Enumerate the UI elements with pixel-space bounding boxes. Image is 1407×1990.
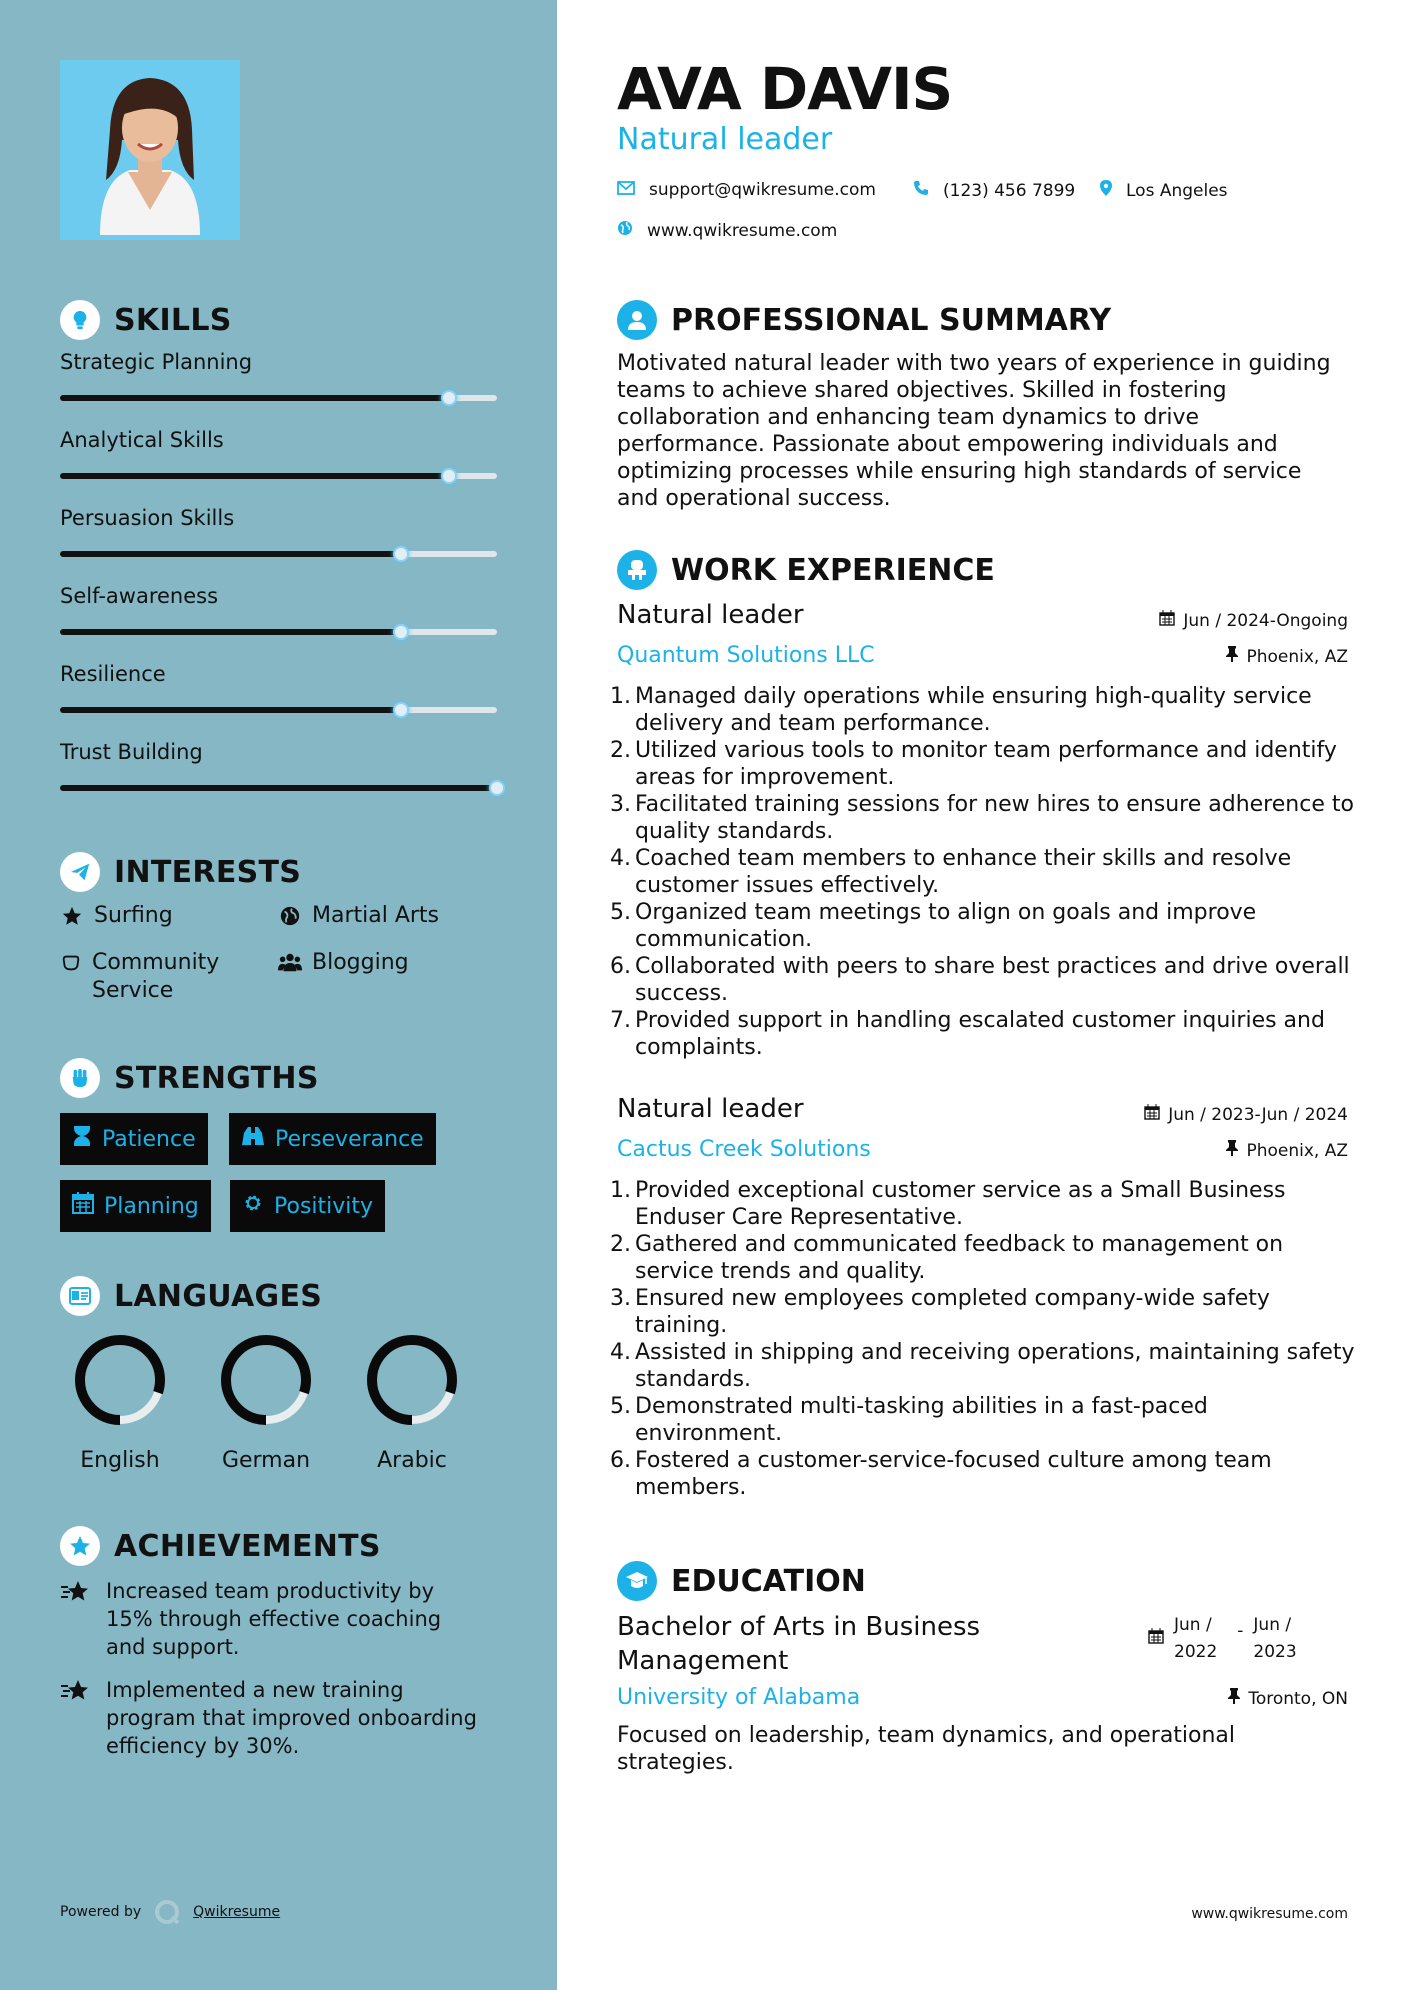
skill-name: Trust Building — [60, 740, 203, 764]
job-location — [1226, 646, 1348, 667]
interests-heading — [60, 852, 301, 892]
interest-label: Blogging — [312, 950, 409, 975]
calendar-icon — [1144, 1104, 1160, 1125]
education-title: EDUCATION — [671, 1563, 866, 1599]
skill-bar-knob — [393, 624, 409, 640]
users-icon — [278, 949, 302, 977]
education-description: Focused on leadership, team dynamics, and operational strategies. — [617, 1723, 1236, 1775]
achievement-text: Implemented a new training program that improved onboarding efficiency by 30%. — [106, 1678, 477, 1758]
languages-heading — [60, 1276, 322, 1316]
phone-icon — [913, 180, 929, 201]
end-year: 2023 — [1253, 1642, 1297, 1662]
list-item: Ensured new employees completed company-wide safety training. — [635, 1286, 1270, 1338]
skill-bar-track — [60, 395, 497, 401]
job-dates — [1144, 1104, 1348, 1125]
language-ring — [362, 1330, 462, 1430]
job-dates — [1159, 610, 1348, 631]
achievement-item — [60, 1676, 480, 1760]
pushpin-icon — [1228, 1688, 1240, 1709]
date-separator: - — [1237, 1621, 1244, 1641]
location-text: Phoenix, AZ — [1246, 1140, 1348, 1161]
language-item — [352, 1330, 472, 1473]
list-item: Provided exceptional customer service as a Small Business Enduser Care Representative. — [635, 1178, 1286, 1230]
qwikresume-link[interactable]: Qwikresume — [193, 1904, 281, 1920]
fist-icon — [60, 1058, 100, 1098]
interest-item — [278, 949, 409, 977]
email-text: support@qwikresume.com — [649, 180, 876, 200]
dates-text: Jun / 2023-Jun / 2024 — [1168, 1104, 1348, 1125]
list-item: Organized team meetings to align on goals and improve communication. — [635, 900, 1257, 952]
skill-bar-knob — [393, 702, 409, 718]
degree-title: Bachelor of Arts in Business Management — [617, 1612, 981, 1676]
powered-by — [60, 1898, 280, 1926]
contact-email[interactable] — [617, 180, 876, 200]
language-ring — [70, 1330, 170, 1430]
job-title: Natural leader — [617, 1094, 804, 1124]
skill-bar-fill — [60, 395, 449, 401]
strength-label: Perseverance — [275, 1126, 424, 1152]
start-month: Jun / — [1174, 1615, 1212, 1635]
star-badge-icon — [60, 1526, 100, 1566]
skill-item — [60, 350, 500, 374]
graduation-cap-icon — [617, 1561, 657, 1601]
pushpin-icon — [1226, 646, 1238, 667]
contact-website[interactable] — [617, 220, 837, 241]
trophy-star-icon — [60, 1676, 96, 1760]
list-item: Gathered and communicated feedback to management on service trends and quality. — [635, 1232, 1284, 1284]
skill-name: Strategic Planning — [60, 350, 253, 374]
strengths-heading — [60, 1058, 319, 1098]
website-text: www.qwikresume.com — [647, 220, 838, 241]
list-item: Assisted in shipping and receiving operations, maintaining safety standards. — [635, 1340, 1355, 1392]
map-pin-icon — [1100, 180, 1112, 201]
contact-phone[interactable] — [913, 180, 1075, 201]
skill-name: Resilience — [60, 662, 166, 686]
list-item: Coached team members to enhance their skills and resolve customer issues effectively. — [635, 846, 1292, 898]
education-dates — [1148, 1612, 1297, 1666]
location-text: Los Angeles — [1126, 180, 1228, 201]
job-company: Cactus Creek Solutions — [617, 1137, 871, 1162]
gear-icon — [242, 1192, 264, 1220]
user-icon — [617, 300, 657, 340]
language-name: English — [80, 1448, 160, 1473]
skill-bar-track — [60, 551, 497, 557]
education-start — [1174, 1612, 1217, 1666]
pushpin-icon — [1226, 1140, 1238, 1161]
school-name: University of Alabama — [617, 1685, 861, 1710]
strengths-title: STRENGTHS — [114, 1060, 319, 1096]
id-card-icon — [60, 1276, 100, 1316]
summary-text: Motivated natural leader with two years of experience in guiding teams to achieve shared objectives. Skilled in fostering collaboration and enhancing team dynamics to drive performance. Passionate about empowering individuals and optimizing processes while ensuring high standards of service and operational success. — [617, 351, 1331, 511]
skill-bar-track — [60, 785, 497, 791]
end-month: Jun / — [1253, 1615, 1292, 1635]
skill-bar-knob — [489, 780, 505, 796]
globe-icon — [617, 220, 633, 241]
skill-item — [60, 584, 500, 608]
achievement-item — [60, 1577, 480, 1661]
footer-website[interactable]: www.qwikresume.com — [1191, 1906, 1348, 1922]
list-item: Provided support in handling escalated customer inquiries and complaints. — [635, 1008, 1325, 1060]
responsibility-list — [610, 683, 1355, 1061]
start-year: 2022 — [1174, 1642, 1218, 1662]
job-title: Natural leader — [617, 600, 804, 630]
responsibility-list — [610, 1177, 1355, 1501]
strength-label: Planning — [104, 1193, 199, 1219]
job-company: Quantum Solutions LLC — [617, 643, 875, 668]
skills-title: SKILLS — [114, 302, 232, 338]
strength-label: Positivity — [274, 1193, 374, 1219]
calendar-icon — [72, 1192, 94, 1220]
powered-by-label: Powered by — [60, 1904, 142, 1920]
calendar-icon — [1148, 1612, 1164, 1653]
experience-heading — [617, 550, 995, 590]
list-item: Collaborated with peers to share best practices and drive overall success. — [635, 954, 1350, 1006]
list-item: Fostered a customer-service-focused culture among team members. — [635, 1448, 1272, 1500]
skill-bar-fill — [60, 629, 401, 635]
binoculars-icon — [241, 1125, 265, 1153]
skill-bar-track — [60, 473, 497, 479]
hourglass-icon — [72, 1125, 92, 1153]
education-location — [1228, 1688, 1348, 1709]
skill-item — [60, 740, 500, 764]
experience-title: WORK EXPERIENCE — [671, 552, 995, 588]
skill-item — [60, 506, 500, 530]
achievements-title: ACHIEVEMENTS — [114, 1528, 381, 1564]
skill-bar-fill — [60, 473, 449, 479]
envelope-icon — [617, 180, 635, 200]
profile-photo — [60, 60, 240, 240]
qwikresume-logo-icon — [153, 1898, 181, 1926]
strength-badge — [60, 1113, 208, 1165]
strength-badge — [229, 1113, 436, 1165]
education-heading — [617, 1561, 866, 1601]
skill-name: Analytical Skills — [60, 428, 224, 452]
skill-bar-knob — [441, 390, 457, 406]
summary-heading — [617, 300, 1111, 340]
candidate-tagline: Natural leader — [617, 122, 833, 157]
interest-item — [278, 902, 439, 930]
strength-badge — [230, 1180, 385, 1232]
language-name: German — [221, 1448, 311, 1473]
strength-badge — [60, 1180, 211, 1232]
interest-label: Surfing — [94, 903, 173, 928]
skill-item — [60, 662, 500, 686]
interest-item — [60, 949, 260, 1005]
paper-plane-icon — [60, 852, 100, 892]
skills-heading — [60, 300, 232, 340]
star-icon — [60, 902, 84, 930]
strength-label: Patience — [102, 1126, 196, 1152]
list-item: Facilitated training sessions for new hires to ensure adherence to quality standards. — [635, 792, 1354, 844]
skill-bar-knob — [393, 546, 409, 562]
skill-item — [60, 428, 500, 452]
summary-title: PROFESSIONAL SUMMARY — [671, 302, 1112, 338]
interest-label: Martial Arts — [312, 903, 440, 928]
location-text: Phoenix, AZ — [1246, 646, 1348, 667]
skill-bar-fill — [60, 551, 401, 557]
trophy-star-icon — [60, 1577, 96, 1661]
hand-icon — [60, 949, 82, 977]
briefcase-icon — [617, 550, 657, 590]
list-item: Managed daily operations while ensuring high-quality service delivery and team performance. — [635, 684, 1312, 736]
skill-bar-track — [60, 707, 497, 713]
skill-bar-fill — [60, 785, 497, 791]
calendar-icon — [1159, 610, 1175, 631]
skill-bar-track — [60, 629, 497, 635]
achievement-text: Increased team productivity by 15% through effective coaching and support. — [106, 1579, 442, 1659]
language-item — [60, 1330, 180, 1473]
globe-icon — [278, 902, 302, 930]
languages-title: LANGUAGES — [114, 1278, 323, 1314]
dates-text: Jun / 2024-Ongoing — [1183, 610, 1348, 631]
phone-text: (123) 456 7899 — [943, 180, 1076, 201]
lightbulb-icon — [60, 300, 100, 340]
skill-name: Self-awareness — [60, 584, 219, 608]
achievements-heading — [60, 1526, 381, 1566]
education-end — [1253, 1612, 1296, 1666]
contact-location — [1100, 180, 1228, 201]
skill-bar-fill — [60, 707, 401, 713]
skill-name: Persuasion Skills — [60, 506, 235, 530]
location-text: Toronto, ON — [1248, 1688, 1348, 1709]
list-item: Utilized various tools to monitor team performance and identify areas for improvement. — [635, 738, 1337, 790]
language-ring — [216, 1330, 316, 1430]
job-location — [1226, 1140, 1348, 1161]
interest-label: Community Service — [92, 950, 220, 1003]
candidate-name: AVA DAVIS — [617, 55, 953, 123]
sidebar — [0, 0, 557, 1990]
language-name: Arabic — [377, 1448, 447, 1473]
list-item: Demonstrated multi-tasking abilities in a fast-paced environment. — [635, 1394, 1208, 1446]
interest-item — [60, 902, 173, 930]
language-item — [206, 1330, 326, 1473]
skill-bar-knob — [441, 468, 457, 484]
interests-title: INTERESTS — [114, 854, 302, 890]
